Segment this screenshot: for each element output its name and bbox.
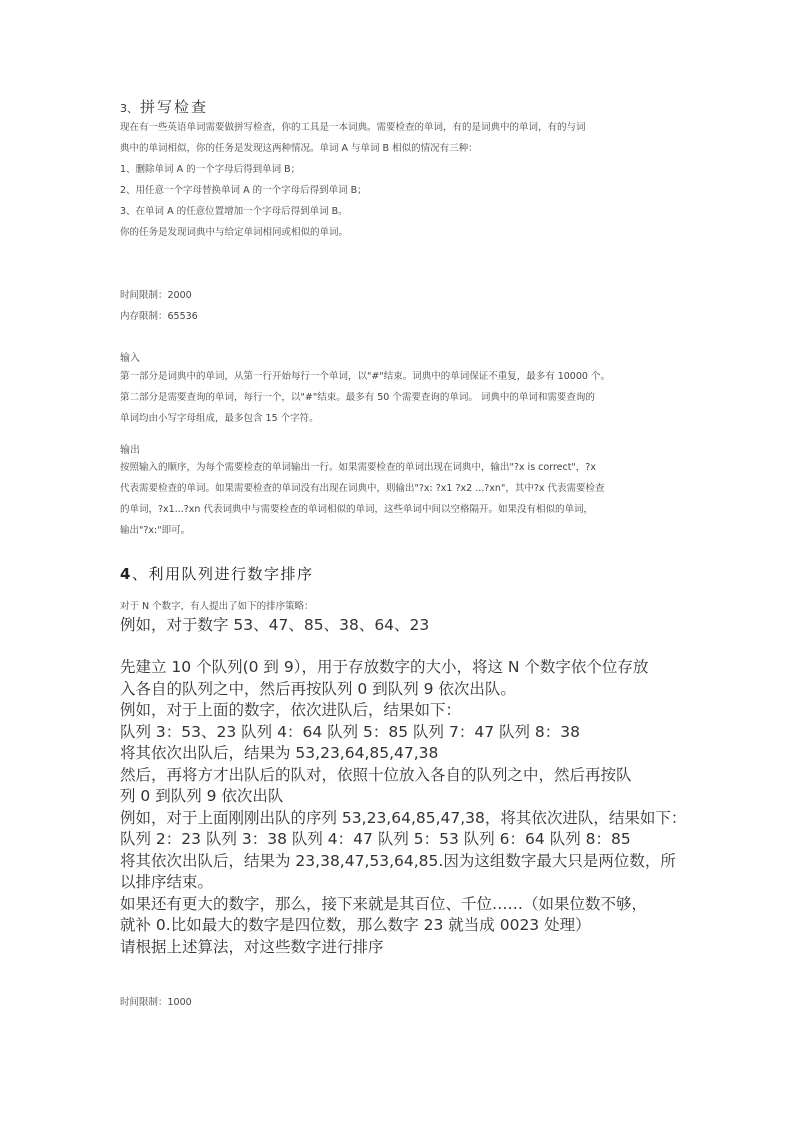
body-line: 如果还有更大的数字，那么，接下来就是其百位、千位……（如果位数不够， (120, 894, 648, 913)
body-line: 将其依次出队后，结果为 23,38,47,53,64,85.因为这组数字最大只是两位数，所 (120, 851, 676, 870)
intro-line: 2、用任意一个字母替换单词 A 的一个字母后得到单词 B； (120, 185, 367, 196)
intro-line: 现在有一些英语单词需要做拼写检查，你的工具是一本词典。需要检查的单词，有的是词典中的单词，有的与词 (120, 122, 586, 133)
memory-limit: 内存限制：65536 (120, 311, 198, 322)
intro-line: 3、在单词 A 的任意位置增加一个字母后得到单词 B。 (120, 206, 348, 217)
body-line: 以排序结束。 (120, 873, 214, 891)
body-line: 队列 3：53、23 队列 4：64 队列 5：85 队列 7：47 队列 8：38 (120, 722, 580, 741)
intro-line: 1、删除单词 A 的一个字母后得到单词 B； (120, 164, 301, 175)
input-description (120, 366, 610, 429)
section-4-number: 4 (120, 565, 132, 583)
output-line: 的单词，?x1...?xn 代表词典中与需要检查的单词相似的单词，这些单词中间以空格隔开。如果没有相似的单词， (120, 504, 593, 515)
section-4-title-text: 、利用队列进行数字排序 (131, 565, 314, 583)
section-3-title-text: 拼写检查 (140, 98, 209, 116)
body-line: 先建立 10 个队列(0 到 9），用于存放数字的大小，将这 N 个数字依个位存放 (120, 658, 649, 676)
body-line: 将其依次出队后，结果为 53,23,64,85,47,38 (120, 744, 439, 762)
section-3-limits (120, 285, 198, 327)
section-4-time-limit: 时间限制：1000 (120, 997, 192, 1008)
body-line: 然后，再将方才出队后的队对，依照十位放入各自的队列之中，然后再按队 (120, 765, 632, 784)
intro-line: 典中的单词相似，你的任务是发现这两种情况。单词 A 与单词 B 相似的情况有三种： (120, 143, 478, 154)
body-line: 例如，对于上面刚刚出队的序列 53,23,64,85,47,38，将其依次进队，结果如下： (120, 808, 687, 827)
output-line: 输出"?x:"即可。 (120, 525, 191, 536)
input-line: 第一部分是词典中的单词，从第一行开始每行一个单词，以"#"结束。词典中的单词保证不重复，最多有 10000 个。 (120, 371, 610, 382)
section-3-title (120, 96, 208, 117)
body-line: 例如，对于上面的数字，依次进队后，结果如下： (120, 701, 462, 719)
algorithm-body (120, 657, 686, 958)
section-4-title (120, 563, 313, 584)
body-line: 入各自的队列之中，然后再按队列 0 到队列 9 依次出队。 (120, 679, 516, 698)
input-heading: 输入 (120, 353, 140, 364)
body-line: 列 0 到队列 9 依次出队 (120, 787, 284, 805)
output-line: 按照输入的顺序，为每个需要检查的单词输出一行。如果需要检查的单词出现在词典中，输出"?x is correct"，?x (120, 462, 596, 473)
output-description (120, 457, 605, 541)
time-limit: 时间限制：2000 (120, 290, 192, 301)
input-line: 单词均由小写字母组成，最多包含 15 个字符。 (120, 413, 319, 424)
section-3-intro (120, 117, 586, 243)
section-3-number: 3、 (120, 102, 138, 115)
input-line: 第二部分是需要查询的单词，每行一个，以"#"结束。最多有 50 个需要查询的单词。 词典中的单词和需要查询的 (120, 392, 595, 403)
output-heading: 输出 (120, 445, 140, 456)
body-line: 就补 0.比如最大的数字是四位数，那么数字 23 就当成 0023 处理） (120, 916, 591, 934)
section-4-intro: 对于 N 个数字，有人提出了如下的排序策略： (120, 601, 314, 612)
output-line: 代表需要检查的单词。如果需要检查的单词没有出现在词典中，则输出"?x: ?x1 ?x2 ...?xn"，其中?x 代表需要检查 (120, 483, 605, 494)
body-line: 请根据上述算法，对这些数字进行排序 (120, 937, 384, 956)
example-line: 例如，对于数字 53、47、85、38、64、23 (120, 616, 430, 634)
body-line: 队列 2：23 队列 3：38 队列 4：47 队列 5：53 队列 6：64 队列 8：85 (120, 830, 631, 848)
intro-line: 你的任务是发现词典中与给定单词相同或相似的单词。 (120, 227, 349, 238)
